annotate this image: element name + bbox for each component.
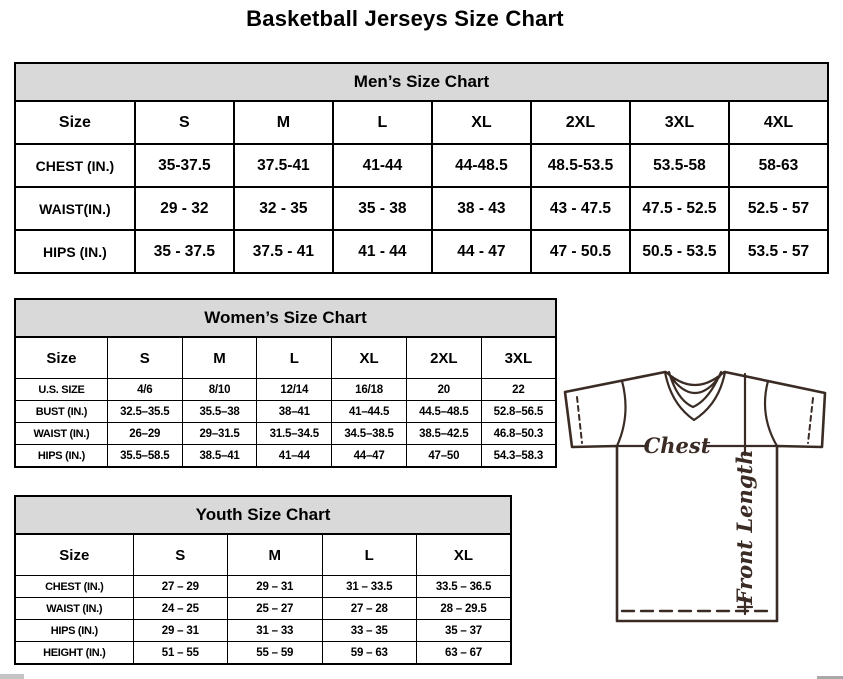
row-label: WAIST (IN.) bbox=[15, 598, 133, 620]
size-value: 48.5-53.5 bbox=[531, 144, 630, 187]
row-label: U.S. SIZE bbox=[15, 379, 107, 401]
size-header-row bbox=[15, 534, 511, 576]
mens-section-header: Men’s Size Chart bbox=[14, 62, 829, 102]
column-header-2xl: 2XL bbox=[531, 101, 630, 144]
column-header-m: M bbox=[234, 101, 333, 144]
row-label: BUST (IN.) bbox=[15, 401, 107, 423]
size-value: 46.8–50.3 bbox=[481, 423, 556, 445]
size-value: 22 bbox=[481, 379, 556, 401]
size-value: 29 – 31 bbox=[133, 620, 227, 642]
sleeve-cuff-dash-left bbox=[577, 397, 582, 443]
table-row bbox=[15, 620, 511, 642]
size-value: 32 - 35 bbox=[234, 187, 333, 230]
size-value: 31 – 33 bbox=[228, 620, 322, 642]
size-value: 47–50 bbox=[406, 445, 481, 468]
table-row bbox=[15, 445, 556, 468]
column-header-m: M bbox=[182, 337, 257, 379]
size-value: 24 – 25 bbox=[133, 598, 227, 620]
table-row bbox=[15, 144, 828, 187]
size-value: 27 – 29 bbox=[133, 576, 227, 598]
size-value: 29 – 31 bbox=[228, 576, 322, 598]
size-value: 44.5–48.5 bbox=[406, 401, 481, 423]
size-value: 32.5–35.5 bbox=[107, 401, 182, 423]
column-header-size: Size bbox=[15, 534, 133, 576]
table-row bbox=[15, 379, 556, 401]
size-value: 35.5–58.5 bbox=[107, 445, 182, 468]
size-value: 41–44 bbox=[257, 445, 332, 468]
size-value: 26–29 bbox=[107, 423, 182, 445]
size-value: 12/14 bbox=[257, 379, 332, 401]
column-header-size: Size bbox=[15, 337, 107, 379]
row-label: CHEST (IN.) bbox=[15, 144, 135, 187]
womens-size-table bbox=[14, 336, 557, 468]
column-header-s: S bbox=[135, 101, 234, 144]
column-header-3xl: 3XL bbox=[630, 101, 729, 144]
size-value: 29–31.5 bbox=[182, 423, 257, 445]
size-value: 38 - 43 bbox=[432, 187, 531, 230]
page-title: Basketball Jerseys Size Chart bbox=[246, 6, 564, 31]
size-value: 44-48.5 bbox=[432, 144, 531, 187]
size-value: 53.5-58 bbox=[630, 144, 729, 187]
womens-section-header: Women’s Size Chart bbox=[14, 298, 557, 338]
column-header-s: S bbox=[107, 337, 182, 379]
size-value: 58-63 bbox=[729, 144, 828, 187]
row-label: WAIST (IN.) bbox=[15, 423, 107, 445]
size-value: 41-44 bbox=[333, 144, 432, 187]
column-header-m: M bbox=[228, 534, 322, 576]
size-value: 35.5–38 bbox=[182, 401, 257, 423]
size-value: 20 bbox=[406, 379, 481, 401]
size-value: 38.5–42.5 bbox=[406, 423, 481, 445]
column-header-3xl: 3XL bbox=[481, 337, 556, 379]
column-header-size: Size bbox=[15, 101, 135, 144]
size-value: 35-37.5 bbox=[135, 144, 234, 187]
youth-size-section bbox=[14, 495, 512, 665]
size-value: 52.5 - 57 bbox=[729, 187, 828, 230]
size-value: 37.5-41 bbox=[234, 144, 333, 187]
size-value: 47.5 - 52.5 bbox=[630, 187, 729, 230]
row-label: HEIGHT (IN.) bbox=[15, 642, 133, 665]
size-value: 55 – 59 bbox=[228, 642, 322, 665]
size-value: 4/6 bbox=[107, 379, 182, 401]
shoulder-seam-left bbox=[617, 381, 626, 446]
youth-section-header: Youth Size Chart bbox=[14, 495, 512, 535]
table-row bbox=[15, 576, 511, 598]
size-value: 63 – 67 bbox=[417, 642, 512, 665]
size-value: 53.5 - 57 bbox=[729, 230, 828, 273]
size-value: 28 – 29.5 bbox=[417, 598, 512, 620]
size-value: 31 – 33.5 bbox=[322, 576, 416, 598]
size-value: 44 - 47 bbox=[432, 230, 531, 273]
row-label: WAIST(IN.) bbox=[15, 187, 135, 230]
size-value: 41–44.5 bbox=[332, 401, 407, 423]
size-value: 59 – 63 bbox=[322, 642, 416, 665]
size-value: 37.5 - 41 bbox=[234, 230, 333, 273]
size-value: 44–47 bbox=[332, 445, 407, 468]
womens-size-section bbox=[14, 298, 557, 468]
size-value: 34.5–38.5 bbox=[332, 423, 407, 445]
column-header-l: L bbox=[322, 534, 416, 576]
youth-size-table bbox=[14, 533, 512, 665]
size-value: 16/18 bbox=[332, 379, 407, 401]
row-label: HIPS (IN.) bbox=[15, 445, 107, 468]
size-value: 33.5 – 36.5 bbox=[417, 576, 512, 598]
collar bbox=[665, 372, 725, 420]
mens-size-table bbox=[14, 100, 829, 274]
size-value: 50.5 - 53.5 bbox=[630, 230, 729, 273]
size-value: 51 – 55 bbox=[133, 642, 227, 665]
column-header-xl: XL bbox=[332, 337, 407, 379]
size-header-row bbox=[15, 101, 828, 144]
table-row bbox=[15, 230, 828, 273]
size-value: 38.5–41 bbox=[182, 445, 257, 468]
row-label: HIPS (IN.) bbox=[15, 620, 133, 642]
size-value: 54.3–58.3 bbox=[481, 445, 556, 468]
size-value: 52.8–56.5 bbox=[481, 401, 556, 423]
size-value: 41 - 44 bbox=[333, 230, 432, 273]
size-value: 33 – 35 bbox=[322, 620, 416, 642]
table-row bbox=[15, 401, 556, 423]
table-row bbox=[15, 187, 828, 230]
row-label: HIPS (IN.) bbox=[15, 230, 135, 273]
size-value: 27 – 28 bbox=[322, 598, 416, 620]
row-label: CHEST (IN.) bbox=[15, 576, 133, 598]
sleeve-cuff-dash-right bbox=[808, 398, 813, 443]
size-value: 47 - 50.5 bbox=[531, 230, 630, 273]
column-header-2xl: 2XL bbox=[406, 337, 481, 379]
size-value: 43 - 47.5 bbox=[531, 187, 630, 230]
column-header-xl: XL bbox=[417, 534, 512, 576]
jersey-outline bbox=[565, 372, 825, 621]
chest-label: Chest bbox=[643, 433, 711, 458]
size-value: 38–41 bbox=[257, 401, 332, 423]
column-header-l: L bbox=[333, 101, 432, 144]
mens-size-section bbox=[14, 62, 829, 274]
table-row bbox=[15, 642, 511, 665]
column-header-4xl: 4XL bbox=[729, 101, 828, 144]
column-header-l: L bbox=[257, 337, 332, 379]
size-value: 35 - 38 bbox=[333, 187, 432, 230]
size-value: 31.5–34.5 bbox=[257, 423, 332, 445]
shoulder-seam-right bbox=[765, 381, 777, 446]
size-value: 35 – 37 bbox=[417, 620, 512, 642]
column-header-xl: XL bbox=[432, 101, 531, 144]
table-row bbox=[15, 598, 511, 620]
size-value: 8/10 bbox=[182, 379, 257, 401]
size-value: 35 - 37.5 bbox=[135, 230, 234, 273]
size-header-row bbox=[15, 337, 556, 379]
size-value: 29 - 32 bbox=[135, 187, 234, 230]
jersey-diagram bbox=[555, 360, 843, 679]
scrollbar-fragment-left[interactable] bbox=[0, 674, 24, 679]
column-header-s: S bbox=[133, 534, 227, 576]
size-value: 25 – 27 bbox=[228, 598, 322, 620]
front-length-label: Front Length bbox=[732, 449, 757, 605]
table-row bbox=[15, 423, 556, 445]
